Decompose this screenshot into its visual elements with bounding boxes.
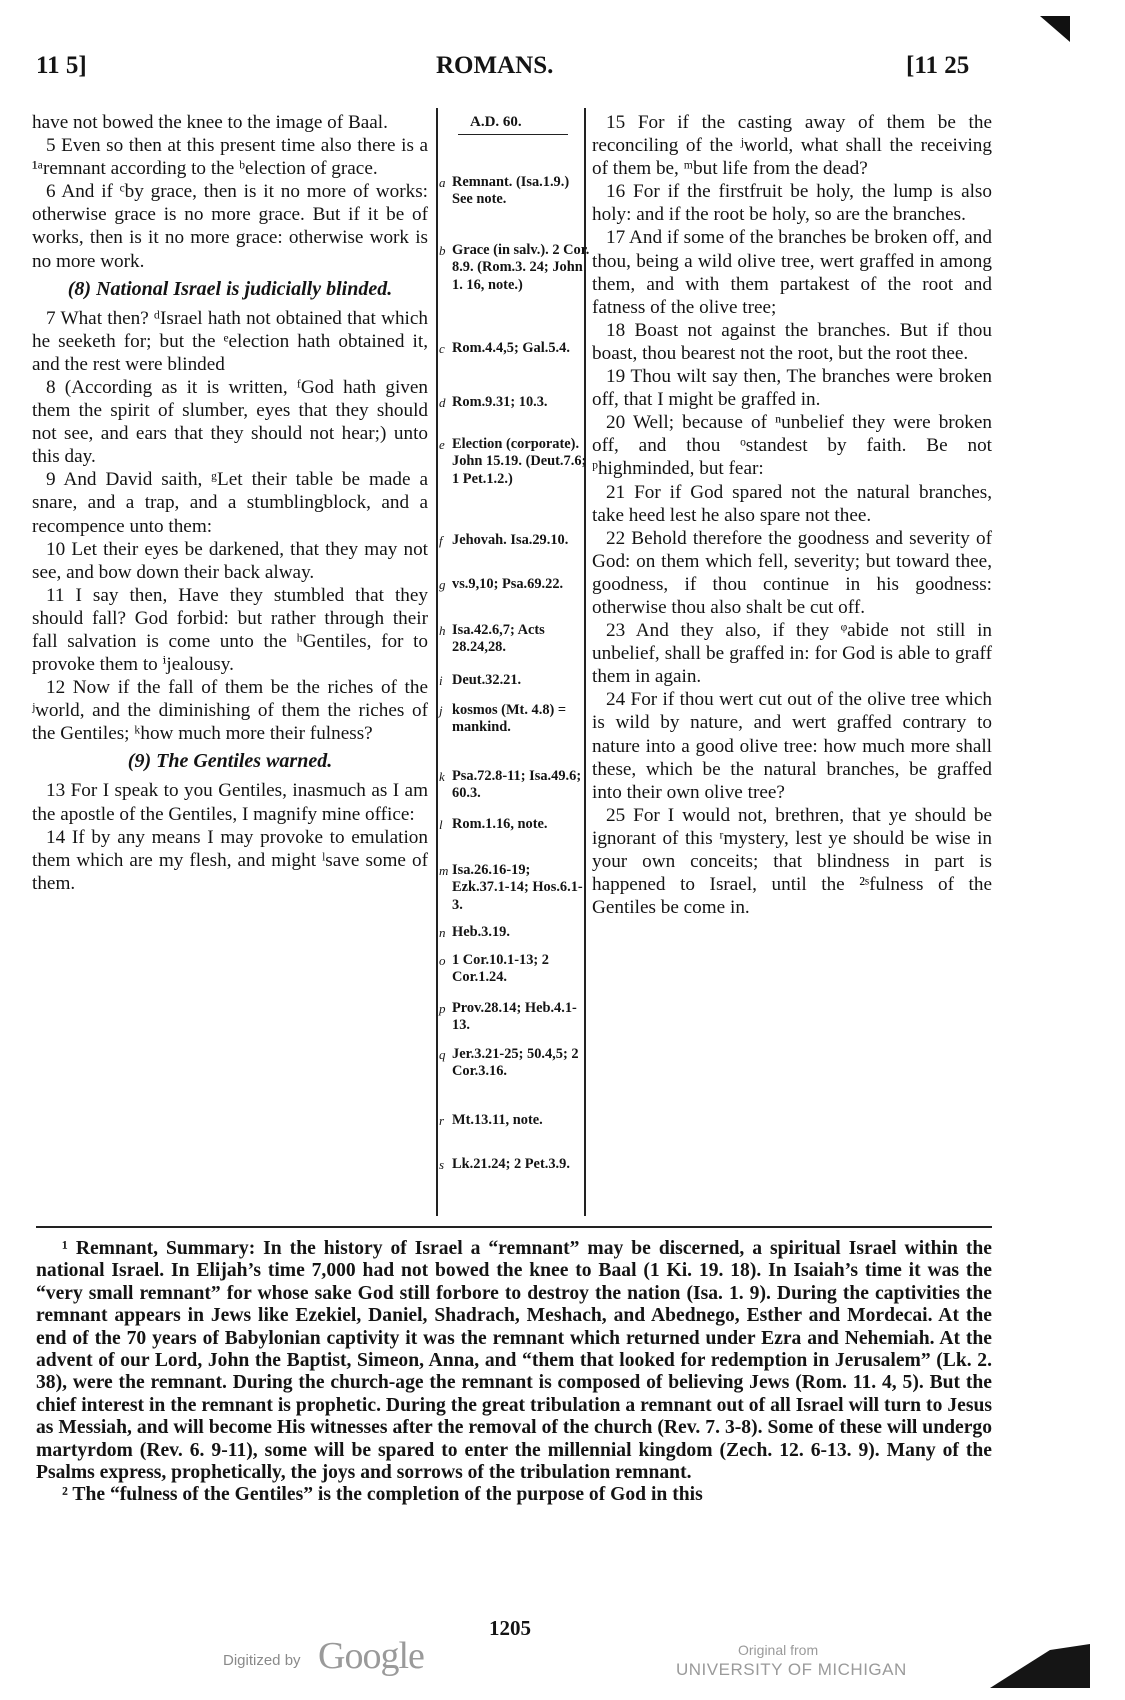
era-label: A.D. 60.: [470, 114, 522, 130]
verse-5: 5 Even so then at this present time also there is a ¹ᵃremnant according to the ᵇelection of grace.: [32, 135, 428, 180]
ref-f: f Jehovah. Isa.29.10.: [439, 532, 569, 548]
verse-6: 6 And if ᶜby grace, then is it no more of works: otherwise grace is no more grace. But if it be of works, then is it no more grace: otherwise work is no more work.: [32, 181, 428, 272]
verse-11: 11 I say then, Have they stumbled that they should fall? God forbid: but rather through their fall salvation is come unto the ʰGentiles, for to provoke them to ⁱjealousy.: [32, 584, 428, 676]
corner-shadow-icon: [990, 1640, 1090, 1690]
google-logo: Google: [318, 1635, 424, 1677]
verse-19: 19 Thou wilt say then, The branches were broken off, that I might be graffed in.: [592, 366, 992, 411]
ref-j: j kosmos (Mt. 4.8) = mankind.: [439, 702, 567, 736]
footnote-2: ² The “fulness of the Gentiles” is the completion of the purpose of God in this: [62, 1484, 703, 1506]
ref-m: m Isa.26.16-19; Ezk.37.1-14; Hos.6.1-3.: [439, 862, 583, 913]
ref-a: a Remnant. (Isa.1.9.) See note.: [439, 174, 570, 208]
ref-s: s Lk.21.24; 2 Pet.3.9.: [439, 1156, 570, 1172]
corner-triangle-icon: [1040, 14, 1070, 42]
verse-8: 8 (According as it is written, ᶠGod hath given them the spirit of slumber, eyes that they should not see, and ears that they should not hear;) unto this day.: [32, 376, 428, 468]
ref-o: o 1 Cor.10.1-13; 2 Cor.1.24.: [439, 952, 549, 986]
source-library-label: UNIVERSITY OF MICHIGAN: [676, 1660, 907, 1679]
ref-e: e Election (corporate). John 15.19. (Deut.7.6; 1 Pet.1.2.): [439, 436, 587, 487]
verse-22: 22 Behold therefore the goodness and severity of God: on them which fell, severity; but toward thee, goodness, if thou continue in his goodness: otherwise thou also shalt be cut off.: [592, 527, 992, 618]
footnote-rule: [36, 1226, 992, 1228]
verse-18: 18 Boast not against the branches. But if thou boast, thou bearest not the root, but the root thee.: [592, 319, 992, 364]
verse-20: 20 Well; because of ⁿunbelief they were broken off, and thou ᵒstandest by faith. Be not ᵖhighminded, but fear:: [592, 412, 992, 480]
running-head-right: [11 25: [906, 52, 970, 79]
verse-12: 12 Now if the fall of them be the riches of the ʲworld, and the diminishing of them the riches of the Gentiles; ᵏhow much more their fulness?: [32, 677, 428, 745]
ref-h: h Isa.42.6,7; Acts 28.24,28.: [439, 622, 545, 656]
verse-10: 10 Let their eyes be darkened, that they may not see, and bow down their back alway.: [32, 538, 428, 583]
verse-9: 9 And David saith, ᵍLet their table be made a snare, and a trap, and a stumblingblock, and a recompence unto them:: [32, 469, 428, 537]
ref-i: i Deut.32.21.: [439, 672, 522, 688]
section-heading-9: (9) The Gentiles warned.: [127, 750, 333, 773]
section-heading-8: (8) National Israel is judicially blinded.: [67, 277, 393, 300]
verse-continuation: have not bowed the knee to the image of Baal.: [32, 112, 388, 133]
verse-25: 25 For I would not, brethren, that ye should be ignorant of this ʳmystery, lest ye should be wise in your own conceits; that blindness in part is happened to Israel, until the ²ˢfulness of the Gentiles be come in.: [592, 804, 992, 919]
ref-q: q Jer.3.21-25; 50.4,5; 2 Cor.3.16.: [439, 1046, 579, 1080]
verse-15: 15 For if the casting away of them be the reconciling of the ʲworld, what shall the receiving of them be, ᵐbut life from the dead?: [592, 112, 992, 180]
running-head-left: 11 5]: [36, 52, 87, 79]
footnote-1: ¹ Remnant, Summary: In the history of Israel a “remnant” may be discerned, a spiritual Israel within the national Israel. In Elijah’s time 7,000 had not bowed the knee to Baal (1 Ki. 19. 18). In Isaiah’s time it was the “very small remnant” for whose sake God still forbore to destroy the nation (Isa. 1. 9). During the captivities the remnant appears in Jews like Ezekiel, Daniel, Shadrach, Meshach, and Abednego, Esther and Mordecai. At the end of the 70 years of Babylonian captivity it was the remnant which returned under Ezra and Nehemiah. At the advent of our Lord, John the Baptist, Simeon, Anna, and “them that looked for redemption in Jerusalem” (Lk. 2. 38), were the remnant. During the church-age the remnant is composed of believing Jews (Rom. 11. 4, 5). But the chief interest in the remnant is prophetic. During the great tribulation a remnant out of all Israel will turn to Jesus as Messiah, and will become His witnesses after the removal of the church (Rev. 7. 3-8). Some of these will undergo martyrdom (Rev. 6. 9-11), some will be spared to enter the millennial kingdom (Zech. 12. 6-13. 9). Many of the Psalms express, prophetically, the joys and sorrows of the tribulation remnant.: [36, 1238, 992, 1484]
verse-14: 14 If by any means I may provoke to emulation them which are my flesh, and might ˡsave some of them.: [32, 826, 428, 894]
ref-l: l Rom.1.16, note.: [439, 816, 548, 832]
original-from-label: Original from: [738, 1642, 819, 1658]
verse-16: 16 For if the firstfruit be holy, the lump is also holy: and if the root be holy, so are the branches.: [592, 181, 992, 226]
ref-d: d Rom.9.31; 10.3.: [439, 394, 548, 410]
ref-n: n Heb.3.19.: [439, 924, 510, 940]
ref-c: c Rom.4.4,5; Gal.5.4.: [439, 340, 570, 356]
footnotes: [36, 1238, 992, 1507]
right-column: [592, 111, 992, 919]
ref-b: b Grace (in salv.). 2 Cor. 8.9. (Rom.3. 24; John 1. 16, note.): [439, 242, 590, 293]
left-column: [32, 111, 428, 895]
verse-21: 21 For if God spared not the natural branches, take heed lest he also spare not thee.: [592, 481, 992, 526]
ref-p: p Prov.28.14; Heb.4.1-13.: [439, 1000, 577, 1034]
digitized-by-label: Digitized by: [223, 1652, 301, 1669]
verse-23: 23 And they also, if they ᵠabide not still in unbelief, shall be graffed in: for God is able to graff them in again.: [592, 620, 992, 688]
verse-24: 24 For if thou wert cut out of the olive tree which is wild by nature, and wert graffed contrary to nature into a good olive tree: how much more shall these, which be the natural branches, be graffed into their own olive tree?: [592, 689, 992, 803]
verse-13: 13 For I speak to you Gentiles, inasmuch as I am the apostle of the Gentiles, I magnify mine office:: [32, 780, 428, 825]
column-divider-left: [436, 108, 438, 1216]
verse-17: 17 And if some of the branches be broken off, and thou, being a wild olive tree, wert graffed in among them, and with them partakest of the root and fatness of the olive tree;: [592, 227, 992, 318]
era-underline: [458, 134, 568, 135]
ref-r: r Mt.13.11, note.: [439, 1112, 543, 1128]
verse-7: 7 What then? ᵈIsrael hath not obtained that which he seeketh for; but the ᵉelection hath obtained it, and the rest were blinded: [32, 307, 428, 375]
ref-g: g vs.9,10; Psa.69.22.: [439, 576, 564, 592]
page-number: 1205: [489, 1616, 531, 1640]
ref-k: k Psa.72.8-11; Isa.49.6; 60.3.: [439, 768, 582, 802]
running-head-title: ROMANS.: [436, 52, 554, 79]
